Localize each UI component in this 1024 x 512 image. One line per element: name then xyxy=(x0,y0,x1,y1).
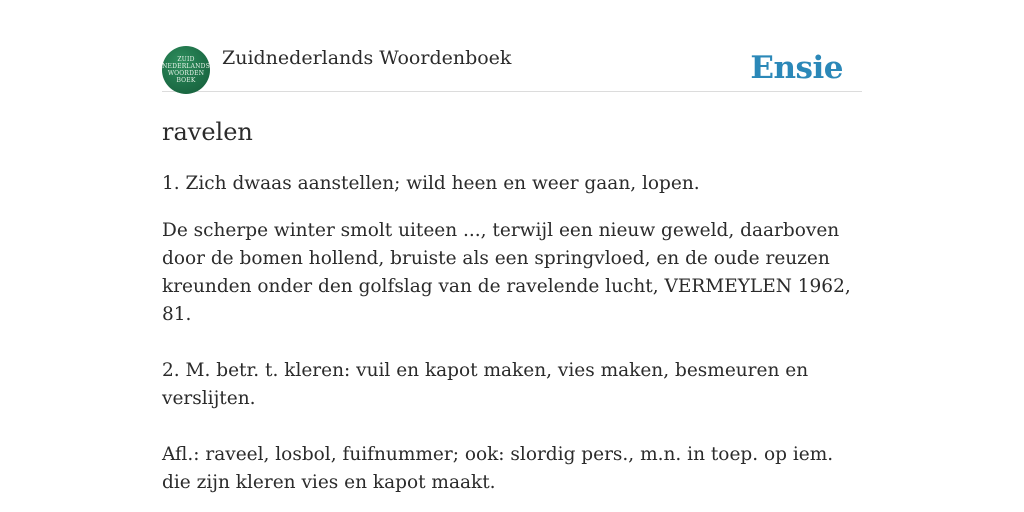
logo-text-line: WOORDEN xyxy=(167,70,205,77)
logo-text-line: BOEK xyxy=(176,77,196,84)
dictionary-logo[interactable] xyxy=(162,46,210,94)
definition-1: 1. Zich dwaas aanstellen; wild heen en weer gaan, lopen. xyxy=(162,173,700,194)
derivations: Afl.: raveel, losbol, fuifnummer; ook: slordig pers., m.n. in toep. op iem. die zijn kleren vies en kapot maakt. xyxy=(162,444,834,493)
logo-text-line: NEDERLANDS xyxy=(162,63,210,70)
citation-quote: De scherpe winter smolt uiteen ..., terwijl een nieuw geweld, daarboven door de bomen hollend, bruiste als een springvloed, en de oude reuzen kreunden onder den golfslag van de ravelende lucht, VERMEYLEN 1962, 81. xyxy=(162,220,851,325)
dictionary-name-link[interactable]: Zuidnederlands Woordenboek xyxy=(222,47,512,69)
page-container xyxy=(162,46,862,497)
logo-text-line: ZUID xyxy=(177,56,195,63)
ensie-brand-link[interactable]: Ensie xyxy=(750,50,843,86)
definition-2: 2. M. betr. t. kleren: vuil en kapot maken, vies maken, besmeuren en verslijten. xyxy=(162,360,809,409)
entry-headword: ravelen xyxy=(162,118,253,146)
header xyxy=(162,46,862,92)
